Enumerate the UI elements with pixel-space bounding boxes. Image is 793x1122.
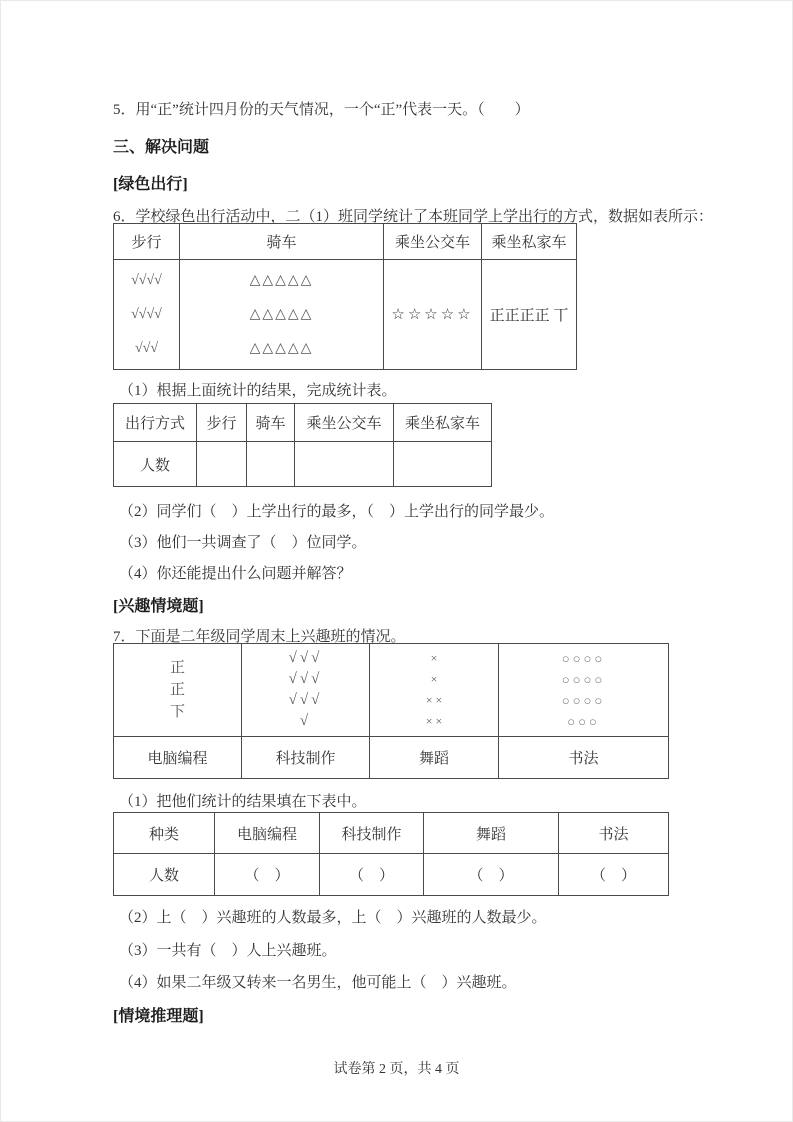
question-7-1: （1）把他们统计的结果填在下表中。 bbox=[119, 794, 367, 810]
check-marks: √√√ bbox=[134, 340, 159, 356]
tally-mark: 下 bbox=[169, 704, 185, 720]
travel-stat-table bbox=[113, 403, 492, 487]
triangle-marks: △△△△△ bbox=[249, 340, 314, 356]
header-cell-bike: 骑车 bbox=[247, 404, 295, 442]
bus-tally-cell: ☆☆☆☆☆ bbox=[384, 260, 482, 370]
tech-tally-cell bbox=[242, 644, 370, 737]
header-cell-car: 乘坐私家车 bbox=[394, 404, 492, 442]
x-marks: × bbox=[430, 651, 438, 665]
check-marks: √√√ bbox=[288, 650, 323, 666]
check-marks: √ bbox=[299, 713, 312, 729]
label-cell-computer: 电脑编程 bbox=[114, 737, 242, 779]
header-cell-walk: 步行 bbox=[197, 404, 247, 442]
blank-answer-cell: （ ） bbox=[320, 854, 424, 896]
travel-stat-count-row bbox=[114, 442, 492, 487]
car-tally-cell: 正正正正 丅 bbox=[482, 260, 577, 370]
question-6-1: （1）根据上面统计的结果，完成统计表。 bbox=[119, 383, 397, 399]
header-cell-bike: 骑车 bbox=[180, 224, 384, 260]
x-marks: × bbox=[430, 672, 438, 686]
circle-marks: ○○○○ bbox=[561, 693, 606, 708]
hobby-tally-labels-row bbox=[114, 737, 669, 779]
header-cell-walk: 步行 bbox=[114, 224, 180, 260]
hobby-stat-table bbox=[113, 812, 669, 896]
tally-mark: 正 bbox=[169, 660, 185, 676]
x-marks: × × bbox=[425, 693, 443, 707]
header-cell-calligraphy: 书法 bbox=[559, 813, 669, 854]
check-marks: √√√√ bbox=[131, 272, 162, 288]
hobby-stat-header-row bbox=[114, 813, 669, 854]
hobby-tally-table bbox=[113, 643, 669, 779]
travel-tally-header-row bbox=[114, 224, 577, 260]
question-6-2: （2）同学们（ ）上学出行的最多，（ ）上学出行的同学最少。 bbox=[119, 504, 555, 520]
blank-answer-cell: （ ） bbox=[215, 854, 320, 896]
header-cell-tech: 科技制作 bbox=[320, 813, 424, 854]
travel-stat-header-row bbox=[114, 404, 492, 442]
question-6-3: （3）他们一共调查了（ ）位同学。 bbox=[119, 535, 367, 551]
empty-answer-cell bbox=[295, 442, 394, 487]
label-cell-dance: 舞蹈 bbox=[370, 737, 499, 779]
header-cell-bus: 乘坐公交车 bbox=[295, 404, 394, 442]
circle-marks: ○○○○ bbox=[561, 651, 606, 666]
label-cell-calligraphy: 书法 bbox=[499, 737, 669, 779]
triangle-marks: △△△△△ bbox=[249, 272, 314, 288]
calligraphy-tally-cell bbox=[499, 644, 669, 737]
header-cell-category: 种类 bbox=[114, 813, 215, 854]
question-6: 6．学校绿色出行活动中，二（1）班同学统计了本班同学上学出行的方式，数据如表所示： bbox=[113, 209, 714, 225]
question-5: 5．用“正”统计四月份的天气情况，一个“正”代表一天。（ ） bbox=[113, 102, 530, 118]
check-marks: √√√ bbox=[288, 671, 323, 687]
blank-answer-cell: （ ） bbox=[559, 854, 669, 896]
bike-tally-cell bbox=[180, 260, 384, 370]
blank-answer-cell: （ ） bbox=[424, 854, 559, 896]
section-3-heading: 三、解决问题 bbox=[113, 139, 210, 156]
row-label-count: 人数 bbox=[114, 854, 215, 896]
triangle-marks: △△△△△ bbox=[249, 306, 314, 322]
circle-marks: ○○○○ bbox=[561, 672, 606, 687]
page-footer: 试卷第 2 页，共 4 页 bbox=[333, 1062, 460, 1077]
dance-tally-cell bbox=[370, 644, 499, 737]
check-marks: √√√√ bbox=[131, 306, 162, 322]
tag-situation-reasoning: [情境推理题] bbox=[113, 1008, 204, 1025]
walk-tally-cell bbox=[114, 260, 180, 370]
circle-marks: ○○○ bbox=[567, 714, 600, 729]
computer-tally-cell bbox=[114, 644, 242, 737]
empty-answer-cell bbox=[394, 442, 492, 487]
tally-mark: 正 bbox=[169, 682, 185, 698]
empty-answer-cell bbox=[247, 442, 295, 487]
empty-answer-cell bbox=[197, 442, 247, 487]
question-7-4: （4）如果二年级又转来一名男生，他可能上（ ）兴趣班。 bbox=[119, 975, 517, 991]
header-cell-bus: 乘坐公交车 bbox=[384, 224, 482, 260]
header-cell-dance: 舞蹈 bbox=[424, 813, 559, 854]
question-7-2: （2）上（ ）兴趣班的人数最多，上（ ）兴趣班的人数最少。 bbox=[119, 910, 547, 926]
row-label-count: 人数 bbox=[114, 442, 197, 487]
check-marks: √√√ bbox=[288, 692, 323, 708]
x-marks: × × bbox=[425, 714, 443, 728]
hobby-stat-count-row bbox=[114, 854, 669, 896]
tag-interest-class: [兴趣情境题] bbox=[113, 598, 204, 615]
header-cell-car: 乘坐私家车 bbox=[482, 224, 577, 260]
question-7-3: （3）一共有（ ）人上兴趣班。 bbox=[119, 943, 337, 959]
question-7: 7．下面是二年级同学周末上兴趣班的情况。 bbox=[113, 629, 406, 645]
travel-tally-table bbox=[113, 223, 577, 370]
travel-tally-data-row bbox=[114, 260, 577, 370]
question-6-4: （4）你还能提出什么问题并解答？ bbox=[119, 566, 352, 582]
label-cell-tech: 科技制作 bbox=[242, 737, 370, 779]
tag-green-travel: [绿色出行] bbox=[113, 176, 188, 193]
hobby-tally-marks-row bbox=[114, 644, 669, 737]
header-cell-computer: 电脑编程 bbox=[215, 813, 320, 854]
header-cell-mode: 出行方式 bbox=[114, 404, 197, 442]
